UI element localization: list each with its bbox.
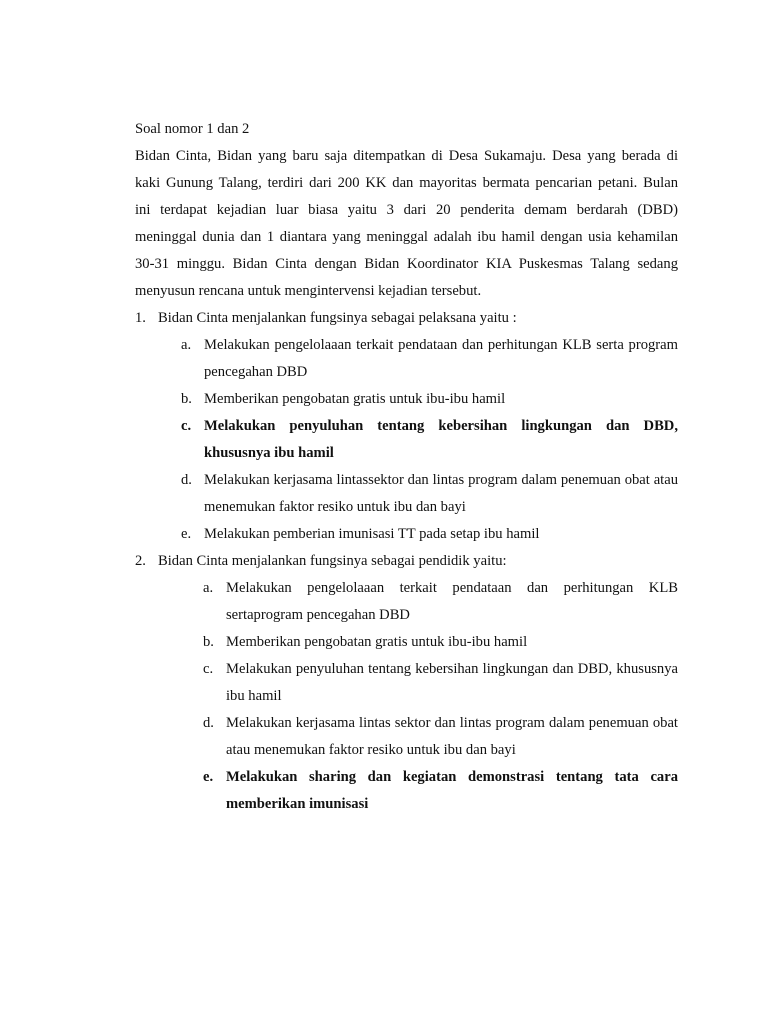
question-number: 1. <box>135 310 146 326</box>
intro-line: Bidan Cinta, Bidan yang baru saja ditempatkan di Desa Sukamaju. Desa yang berada di <box>135 148 678 164</box>
option-letter: c. <box>203 661 214 677</box>
option-line: khususnya ibu hamil <box>204 445 334 461</box>
option-line: Melakukan pengelolaaan terkait pendataan dan perhitungan KLB serta program <box>204 337 678 353</box>
option-2e-answer <box>158 764 678 818</box>
option-letter: e. <box>181 526 192 542</box>
option-letter: a. <box>203 580 214 596</box>
option-list <box>158 575 678 818</box>
option-line: Memberikan pengobatan gratis untuk ibu-ibu hamil <box>204 391 506 407</box>
option-list <box>158 332 678 548</box>
intro-line: ini terdapat kejadian luar biasa yaitu 3 dari 20 penderita demam berdarah (DBD) <box>135 202 678 218</box>
option-letter: c. <box>181 418 192 434</box>
option-line: Melakukan penyuluhan tentang kebersihan lingkungan dan DBD, <box>204 418 678 434</box>
question-text: Bidan Cinta menjalankan fungsinya sebagai pelaksana yaitu : <box>158 310 517 326</box>
case-intro <box>135 143 678 305</box>
option-line: Melakukan kerjasama lintas sektor dan lintas program dalam penemuan obat <box>226 715 678 731</box>
option-letter: b. <box>203 634 214 650</box>
option-1b <box>158 386 678 413</box>
question-list <box>135 305 678 818</box>
option-letter: b. <box>181 391 192 407</box>
option-line: Melakukan pemberian imunisasi TT pada setap ibu hamil <box>204 526 540 542</box>
option-line: ibu hamil <box>226 688 282 704</box>
option-1e <box>158 521 678 548</box>
option-1c-answer <box>158 413 678 467</box>
option-letter: d. <box>181 472 192 488</box>
document-body <box>135 116 678 818</box>
intro-line: 30-31 minggu. Bidan Cinta dengan Bidan Koordinator KIA Puskesmas Talang sedang <box>135 256 678 272</box>
option-2b <box>158 629 678 656</box>
option-letter: a. <box>181 337 192 353</box>
question-text: Bidan Cinta menjalankan fungsinya sebagai pendidik yaitu: <box>158 553 507 569</box>
question-2 <box>135 548 678 818</box>
option-1a <box>158 332 678 386</box>
option-1d <box>158 467 678 521</box>
document-heading: Soal nomor 1 dan 2 <box>135 121 250 137</box>
question-number: 2. <box>135 553 146 569</box>
option-line: sertaprogram pencegahan DBD <box>226 607 410 623</box>
option-letter: d. <box>203 715 214 731</box>
option-line: Memberikan pengobatan gratis untuk ibu-ibu hamil <box>226 634 528 650</box>
option-line: Melakukan pengelolaaan terkait pendataan dan perhitungan KLB <box>226 580 678 596</box>
intro-line: kaki Gunung Talang, terdiri dari 200 KK dan mayoritas bermata pencarian petani. Bulan <box>135 175 678 191</box>
intro-line: menyusun rencana untuk mengintervensi kejadian tersebut. <box>135 283 482 299</box>
option-letter: e. <box>203 769 214 785</box>
option-line: Melakukan sharing dan kegiatan demonstrasi tentang tata cara <box>226 769 678 785</box>
option-line: atau menemukan faktor resiko untuk ibu dan bayi <box>226 742 516 758</box>
option-line: menemukan faktor resiko untuk ibu dan bayi <box>204 499 466 515</box>
option-2c <box>158 656 678 710</box>
option-line: Melakukan penyuluhan tentang kebersihan lingkungan dan DBD, khususnya <box>226 661 678 677</box>
option-2d <box>158 710 678 764</box>
question-1 <box>135 305 678 548</box>
option-2a <box>158 575 678 629</box>
intro-line: meninggal dunia dan 1 diantara yang meninggal adalah ibu hamil dengan usia kehamilan <box>135 229 678 245</box>
option-line: Melakukan kerjasama lintassektor dan lintas program dalam penemuan obat atau <box>204 472 678 488</box>
option-line: memberikan imunisasi <box>226 796 369 812</box>
option-line: pencegahan DBD <box>204 364 308 380</box>
